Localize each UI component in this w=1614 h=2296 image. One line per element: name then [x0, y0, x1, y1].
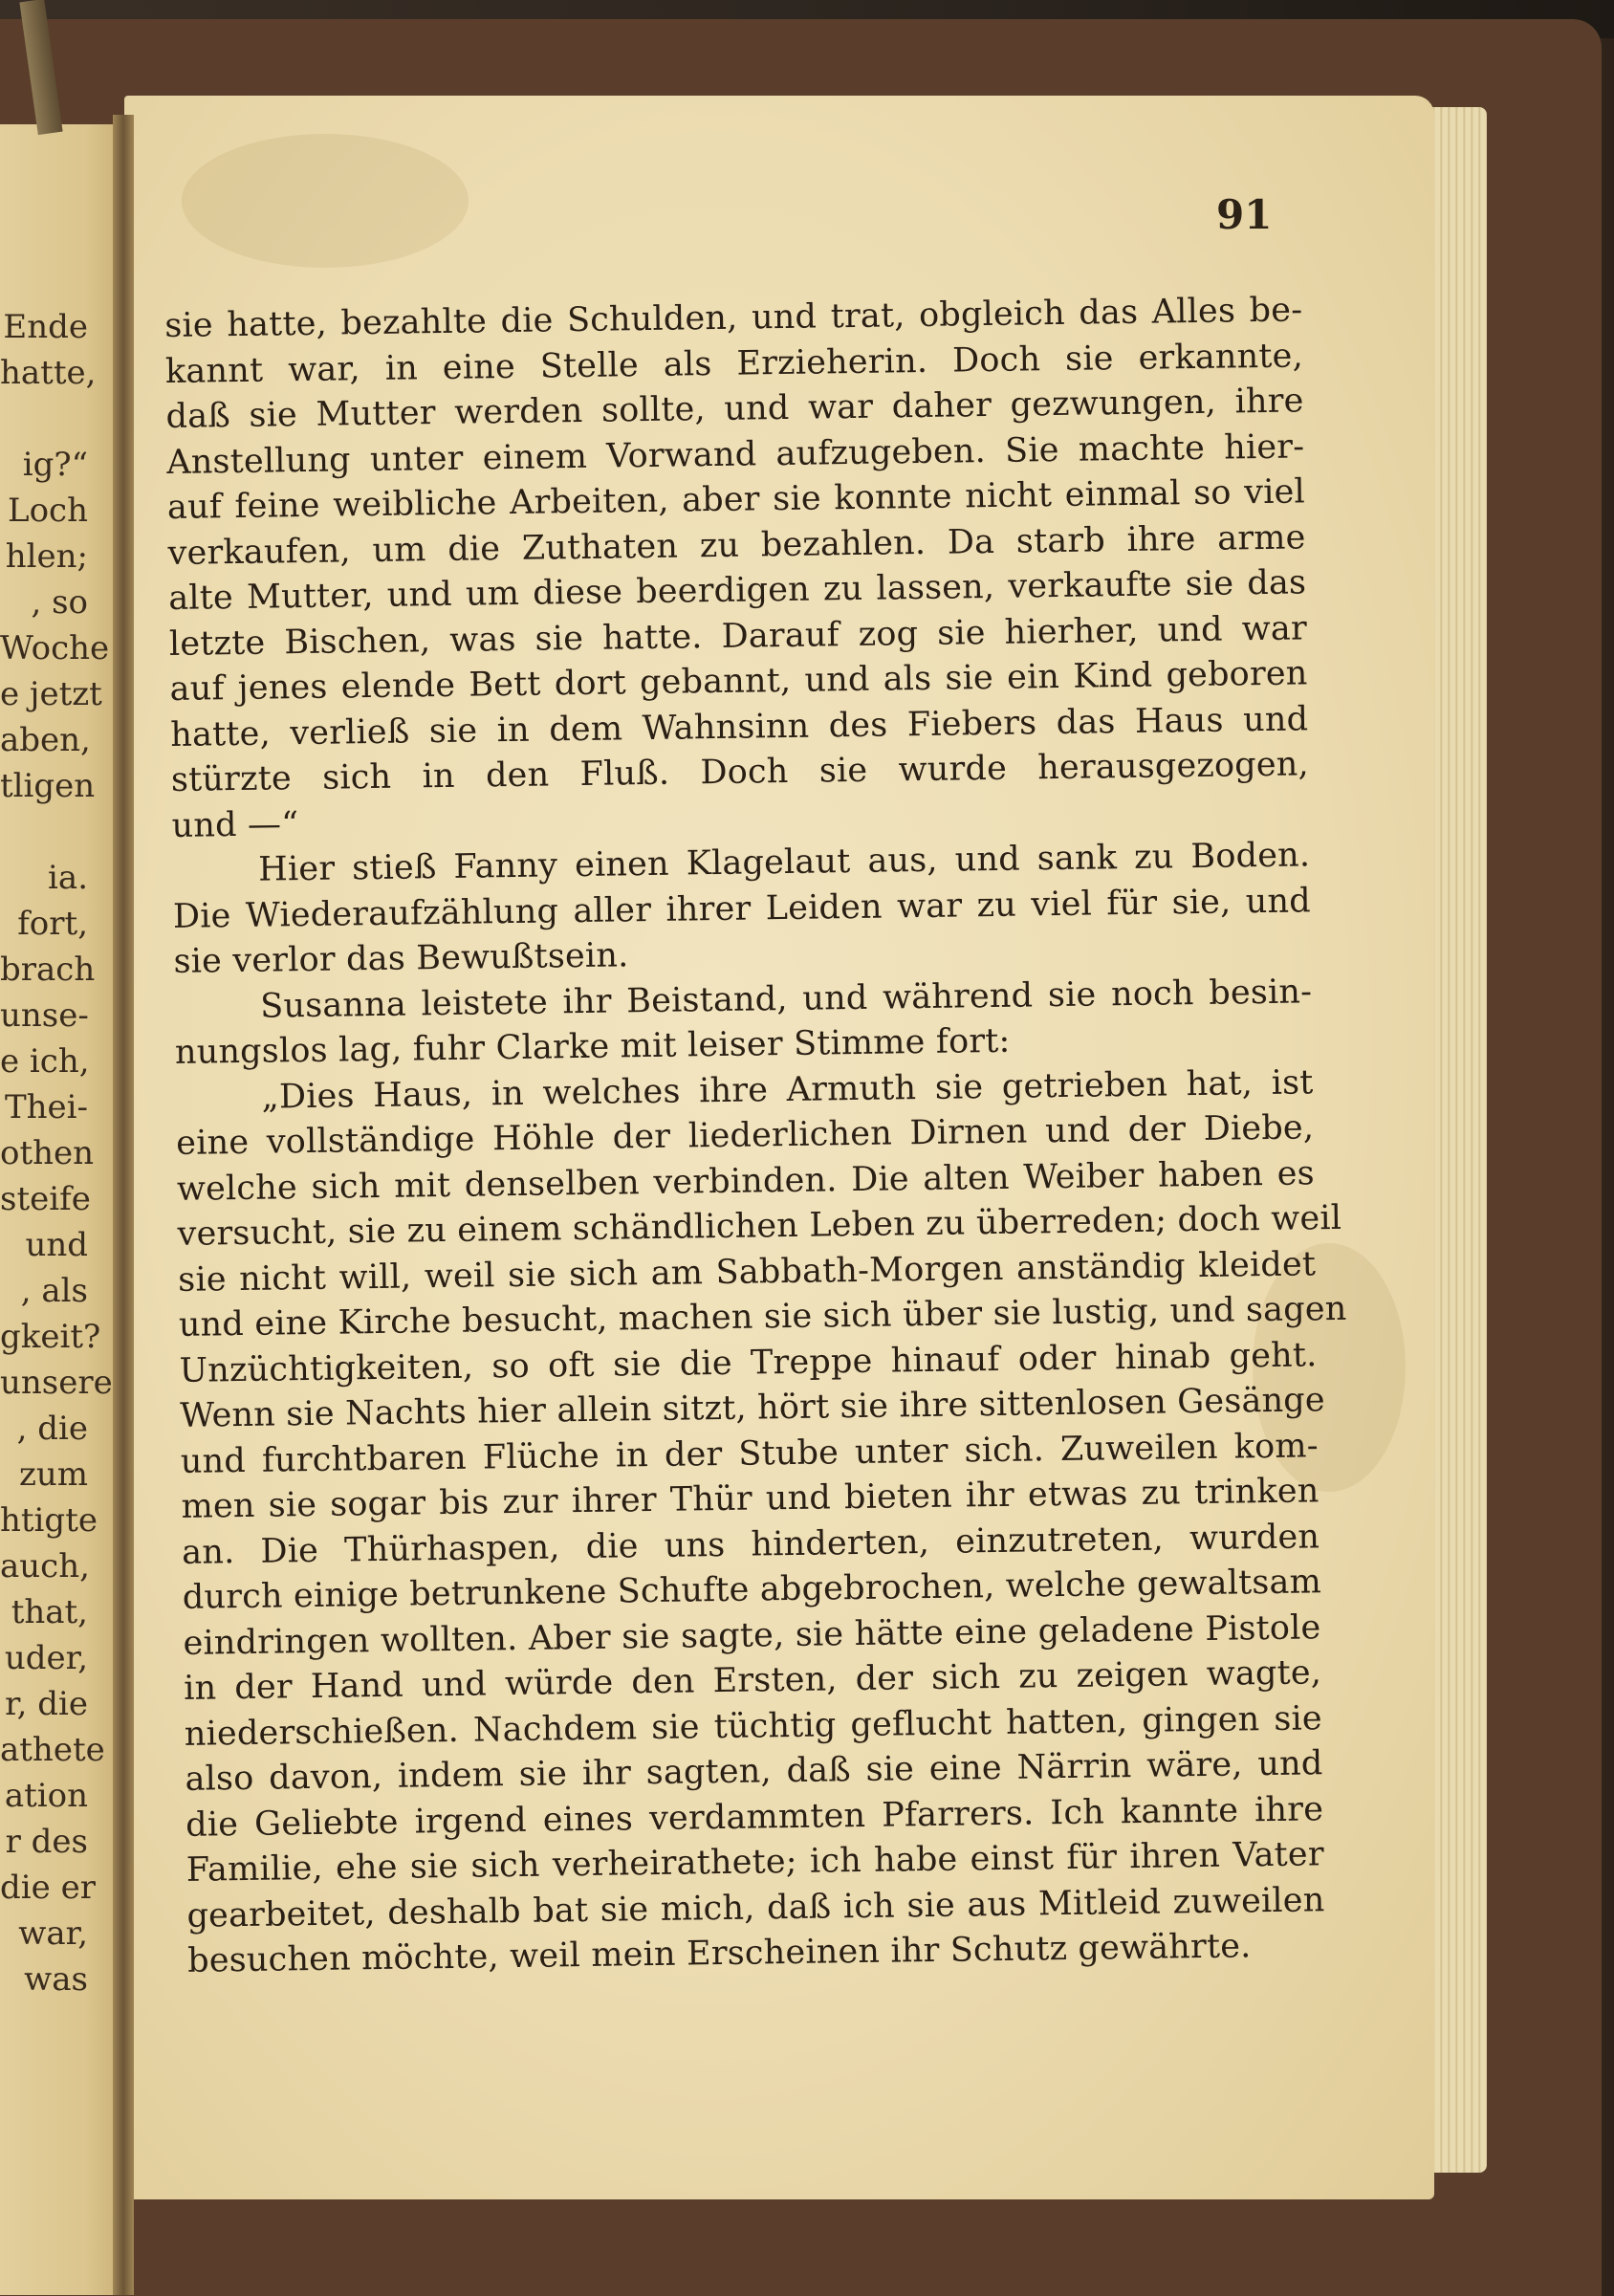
paragraph	[164, 288, 1310, 849]
text-line: Familie, ehe sie sich verheirathete; ich habe einst für ihren Vater	[185, 1835, 1325, 1890]
text-line: an. Die Thürhaspen, die uns hinderten, einzutreten, wurden	[181, 1517, 1320, 1572]
page-number: 91	[1216, 191, 1273, 238]
left-page-fragment: r, die	[5, 1685, 88, 1723]
text-line: die Geliebte irgend eines verdammten Pfarrers. Ich kannte ihre	[185, 1789, 1324, 1845]
left-page-fragment: tligen	[0, 767, 96, 805]
left-page-fragment: was	[24, 1960, 88, 1999]
left-page-fragment: auch,	[0, 1547, 90, 1585]
text-line: stürzte sich in den Fluß. Doch sie wurde herausgezogen,	[170, 745, 1310, 799]
left-page-fragment: Thei-	[4, 1088, 88, 1126]
text-line: Unzüchtigkeiten, so oft sie die Treppe hinauf oder hinab geht.	[179, 1335, 1318, 1390]
left-page-fragment: steife	[0, 1180, 91, 1218]
left-page-fragment: ig?“	[22, 446, 88, 484]
text-line: verkaufen, um die Zuthaten zu bezahlen. Da starb ihre arme	[167, 517, 1306, 573]
text-line: hatte, verließ sie in dem Wahnsinn des Fiebers das Haus und	[170, 699, 1309, 754]
left-page-fragment: e ich,	[0, 1042, 90, 1081]
text-line: eine vollständige Höhle der liederlichen Dirnen und der Diebe,	[175, 1108, 1315, 1163]
left-page-fragment: uder,	[4, 1639, 88, 1677]
left-page-fragment: die er	[0, 1869, 96, 1907]
left-page-fragment: unse-	[0, 996, 89, 1035]
text-line: sie verlor das Bewußtsein.	[173, 936, 629, 981]
text-line: nungslos lag, fuhr Clarke mit leiser Stimme fort:	[174, 1021, 1011, 1072]
left-page-fragment: , als	[20, 1272, 88, 1310]
left-page-fragment: war,	[18, 1914, 88, 1953]
text-line: in der Hand und würde den Ersten, der sich zu zeigen wagte,	[183, 1653, 1322, 1708]
paragraph	[172, 833, 1312, 985]
text-line: men sie sogar bis zur ihrer Thür und bieten ihr etwas zu trinken	[181, 1472, 1320, 1526]
left-page-fragment: , die	[16, 1410, 88, 1448]
text-line: sie nicht will, weil sie sich am Sabbath-Morgen anständig kleidet	[177, 1244, 1317, 1300]
left-page-fragment: Woche	[0, 629, 110, 667]
text-line: besuchen möchte, weil mein Erscheinen ihr Schutz gewährte.	[186, 1927, 1252, 1980]
text-line: versucht, sie zu einem schändlichen Leben zu überreden; doch weil	[177, 1198, 1342, 1254]
text-line: auf jenes elende Bett dort gebannt, und als sie ein Kind geboren	[169, 654, 1308, 709]
left-page-fragment: unsere	[0, 1364, 113, 1402]
left-page-fragment: aben,	[0, 721, 91, 759]
text-line: letzte Bischen, was sie hatte. Darauf zog sie hierher, und war	[168, 608, 1308, 664]
left-page-fragment: Ende	[3, 308, 88, 346]
text-line: welche sich mit denselben verbinden. Die alten Weiber haben es	[176, 1153, 1316, 1209]
left-page-text-fragments	[0, 304, 113, 2002]
text-line: Anstellung unter einem Vorwand aufzugeben. Sie machte hier-	[166, 426, 1305, 482]
paragraph	[175, 1061, 1347, 1985]
text-line: und furchtbaren Flüche in der Stube unter sich. Zuweilen kom-	[180, 1426, 1320, 1481]
text-line: Die Wiederaufzählung aller ihrer Leiden war zu viel für sie, und	[172, 881, 1312, 936]
text-line: niederschießen. Nachdem sie tüchtig geflucht hatten, gingen sie	[184, 1698, 1323, 1754]
left-page-fragment	[0, 396, 88, 442]
left-page-fragment: htigte	[0, 1501, 98, 1540]
text-line: also davon, indem sie ihr sagten, daß sie eine Närrin wäre, und	[185, 1744, 1323, 1799]
text-line: gearbeitet, deshalb bat sie mich, daß ich sie aus Mitleid zuweilen	[186, 1880, 1325, 1935]
left-page-fragment: Loch	[8, 492, 88, 530]
left-page-fragment: e jetzt	[0, 675, 102, 713]
text-line: daß sie Mutter werden sollte, und war daher gezwungen, ihre	[165, 382, 1304, 436]
page-stain	[182, 134, 469, 268]
text-line: durch einige betrunkene Schufte abgebrochen, welche gewaltsam	[182, 1563, 1322, 1617]
text-line: Wenn sie Nachts hier allein sitzt, hört sie ihre sittenlosen Gesänge	[179, 1381, 1326, 1435]
text-line: auf feine weibliche Arbeiten, aber sie konnte nicht einmal so viel	[166, 472, 1306, 527]
page-body-text	[164, 288, 1347, 1984]
text-line: sie hatte, bezahlte die Schulden, und trat, obgleich das Alles be-	[164, 291, 1303, 345]
text-line: und —“	[171, 804, 299, 845]
left-page-fragment: und	[25, 1226, 88, 1264]
text-line: Susanna leistete ihr Beistand, und während sie noch besin-	[259, 972, 1313, 1026]
left-page-fragment: r des	[5, 1823, 88, 1861]
text-line: alte Mutter, und um diese beerdigen zu lassen, verkaufte sie das	[168, 563, 1307, 618]
left-page-fragment	[0, 809, 88, 855]
left-page-fragment: zum	[18, 1455, 88, 1494]
text-line: kannt war, in eine Stelle als Erzieherin. Doch sie erkannte,	[164, 336, 1304, 391]
text-line: und eine Kirche besucht, machen sie sich über sie lustig, und sagen	[178, 1289, 1347, 1345]
left-page-fragment: brach	[0, 951, 96, 989]
text-line: „Dies Haus, in welches ihre Armuth sie getrieben hat, ist	[261, 1062, 1314, 1117]
left-page-fragment: fort,	[17, 905, 88, 943]
text-line: Hier stieß Fanny einen Klagelaut aus, und sank zu Boden.	[257, 836, 1311, 889]
left-page-fragment: hatte,	[0, 354, 97, 392]
text-line: eindringen wollten. Aber sie sagte, sie hätte eine geladene Pistole	[183, 1607, 1321, 1663]
left-page-fragment: ia.	[48, 859, 88, 897]
book-gutter	[113, 115, 134, 2295]
left-page-fragment: ation	[4, 1777, 88, 1815]
left-page-fragment: gkeit?	[0, 1318, 101, 1356]
left-page-fragment: , so	[31, 583, 88, 622]
left-page-fragment: hlen;	[5, 537, 88, 576]
left-page-fragment: that,	[11, 1593, 88, 1631]
paragraph	[174, 970, 1313, 1077]
left-page-fragment: othen	[0, 1134, 95, 1172]
left-page-fragment: athete	[0, 1731, 105, 1769]
